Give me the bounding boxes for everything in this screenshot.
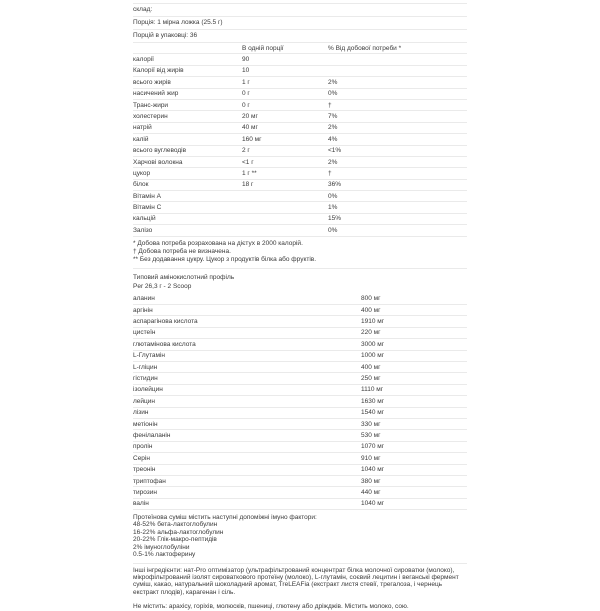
nutrition-dv: 0% xyxy=(328,192,338,200)
amino-row xyxy=(133,396,467,407)
amino-profile-subtitle: Per 26,3 г - 2 Scoop xyxy=(133,282,192,290)
nutrition-dv: 0% xyxy=(328,90,338,98)
amino-amount: 1000 мг xyxy=(361,352,385,360)
nutrition-row xyxy=(133,180,467,191)
nutrition-dv: † xyxy=(328,101,332,109)
blend-line: 20-22% Глік-макро-пептидів xyxy=(133,536,217,544)
amino-amount: 1910 мг xyxy=(361,318,385,326)
amino-row xyxy=(133,499,467,510)
nutrition-row xyxy=(133,191,467,202)
amino-amount: 3000 мг xyxy=(361,340,385,348)
nutrition-label: білок xyxy=(133,181,149,189)
nutrition-dv: 4% xyxy=(328,135,338,143)
blend-line: Протеїнова суміш містить наступні допоміжні імуно фактори: xyxy=(133,514,317,522)
serving-info-label: склад: xyxy=(133,6,153,14)
nutrition-label: Вітамін A xyxy=(133,192,161,200)
amino-label: глютамінова кислота xyxy=(133,340,196,348)
nutrition-row xyxy=(133,146,467,157)
nutrition-amount: 90 xyxy=(242,56,250,64)
nutrition-dv: 2% xyxy=(328,124,338,132)
footnote-line: ** Без додавання цукру. Цукор з продуктів білка або фруктів. xyxy=(133,255,317,263)
amino-row xyxy=(133,305,467,316)
nutrition-row xyxy=(133,100,467,111)
amino-amount: 1070 мг xyxy=(361,443,385,451)
nutrition-amount: <1 г xyxy=(242,158,254,166)
blend-line: 48-52% бета-лактоглобулин xyxy=(133,521,218,529)
amino-profile-title: Типовий амінокислотний профіль xyxy=(133,273,235,281)
nutrition-row xyxy=(133,123,467,134)
nutrition-amount: 20 мг xyxy=(242,112,258,120)
amino-label: треонін xyxy=(133,466,156,474)
amino-amount: 440 мг xyxy=(361,488,381,496)
nutrition-label: натрій xyxy=(133,124,152,132)
nutrition-dv: 7% xyxy=(328,112,338,120)
nutrition-label: калорії xyxy=(133,56,154,64)
amino-amount: 220 мг xyxy=(361,329,381,337)
amino-amount: 400 мг xyxy=(361,306,381,314)
daily-value-header: % Від добової потреби * xyxy=(328,44,402,52)
amino-row xyxy=(133,362,467,373)
amino-row xyxy=(133,294,467,305)
amino-amount: 1540 мг xyxy=(361,409,385,417)
nutrition-amount: 160 мг xyxy=(242,135,262,143)
amino-label: Серін xyxy=(133,454,150,462)
nutrition-dv: 36% xyxy=(328,181,342,189)
amino-amount: 380 мг xyxy=(361,477,381,485)
nutrition-label: калій xyxy=(133,135,149,143)
serving-info-row xyxy=(133,17,467,30)
serving-info-row xyxy=(133,4,467,17)
amount-per-serving-header: В одній порції xyxy=(242,44,284,52)
nutrition-row xyxy=(133,202,467,213)
amino-amount: 250 мг xyxy=(361,375,381,382)
nutrition-label: Вітамін C xyxy=(133,204,162,212)
amino-row xyxy=(133,373,467,384)
amino-row xyxy=(133,430,467,441)
nutrition-row xyxy=(133,89,467,100)
amino-row xyxy=(133,465,467,476)
amino-label: метіонін xyxy=(133,420,158,428)
nutrition-row xyxy=(133,111,467,122)
nutrition-dv: 0% xyxy=(328,226,338,234)
serving-info-label: Порція: 1 мірна ложка (25.5 г) xyxy=(133,19,223,27)
amino-label: фенілаланін xyxy=(133,431,171,439)
nutrition-label: холестерин xyxy=(133,112,168,120)
blend-line: 2% імуноглобуліни xyxy=(133,543,190,551)
serving-info-label: Порцій в упаковці: 36 xyxy=(133,32,198,40)
nutrition-label: кальцій xyxy=(133,215,156,223)
protein-blend-section xyxy=(133,510,467,563)
supplement-facts-panel xyxy=(133,0,467,611)
nutrition-row xyxy=(133,157,467,168)
nutrition-amount: 10 xyxy=(242,67,250,75)
amino-amount: 800 мг xyxy=(361,295,381,303)
amino-label: аспарагінова кислота xyxy=(133,318,198,326)
nutrition-label: насичений жир xyxy=(133,90,179,98)
nutrition-dv: 1% xyxy=(328,204,338,212)
blend-line: 16-22% альфа-лактоглобулин xyxy=(133,528,224,536)
nutrition-label: Транс-жири xyxy=(133,101,169,109)
amino-label: валін xyxy=(133,500,149,508)
amino-amount: 530 мг xyxy=(361,431,381,439)
amino-row xyxy=(133,476,467,487)
nutrition-dv: 2% xyxy=(328,158,338,166)
other-ingredients-text: Інші інгредієнти: нат-Pro оптимізатор (ультрафільтрований концентрат білка молочної сироватки (молоко), мікрофільтрований ізолят сироваткового протеїну (молоко), L-глутамін, соєвий лецитин і веганські фермент суміш, какао, натуральний шоколадний аромат, TreLEAFia (екстракт листя стевії, трегалоза, і чернець екстракт плодів), карагенан і сіль. xyxy=(133,566,459,596)
amino-row xyxy=(133,419,467,430)
nutrition-row xyxy=(133,66,467,77)
amino-row xyxy=(133,453,467,464)
amino-label: L-гліцин xyxy=(133,363,158,371)
nutrition-row xyxy=(133,168,467,179)
nutrition-label: всього жирів xyxy=(133,78,171,86)
amino-amount: 910 мг xyxy=(361,454,381,462)
nutrition-amount: 40 мг xyxy=(242,124,258,132)
nutrition-row xyxy=(133,77,467,88)
facts-header-row xyxy=(133,43,467,54)
nutrition-amount: 1 г xyxy=(242,78,250,86)
nutrition-label: Залізо xyxy=(133,226,153,234)
amino-label: гістидин xyxy=(133,375,158,382)
amino-row xyxy=(133,316,467,327)
amino-label: аланин xyxy=(133,295,155,303)
amino-amount: 330 мг xyxy=(361,420,381,428)
amino-label: L-Глутамін xyxy=(133,352,165,360)
blend-line: 0.5-1% лактоферину xyxy=(133,551,196,559)
footnote-line: † Добова потреба не визначена. xyxy=(133,247,231,255)
amino-row xyxy=(133,385,467,396)
nutrition-dv: † xyxy=(328,169,332,177)
nutrition-amount: 1 г ** xyxy=(242,169,257,177)
amino-row xyxy=(133,487,467,498)
nutrition-dv: 15% xyxy=(328,215,342,223)
amino-label: триптофан xyxy=(133,477,166,485)
footnotes xyxy=(133,237,467,269)
amino-row xyxy=(133,328,467,339)
amino-label: лейцин xyxy=(133,397,155,405)
amino-amount: 1630 мг xyxy=(361,397,385,405)
amino-row xyxy=(133,351,467,362)
amino-acid-table xyxy=(133,294,467,510)
nutrition-label: Калорії від жирів xyxy=(133,67,184,75)
nutrition-label: цукор xyxy=(133,169,151,177)
allergen-info-text: Не містить: арахісу, горіхів, молюсків, пшениці, глютену або дріжджів. Містить молоко, сою. xyxy=(133,603,409,611)
amino-label: лізин xyxy=(133,409,149,417)
nutrition-row xyxy=(133,214,467,225)
nutrition-amount: 18 г xyxy=(242,181,254,189)
amino-amount: 1040 мг xyxy=(361,500,385,508)
nutrition-row xyxy=(133,225,467,236)
nutrition-amount: 0 г xyxy=(242,90,250,98)
amino-row xyxy=(133,408,467,419)
amino-row xyxy=(133,442,467,453)
nutrition-row xyxy=(133,54,467,65)
nutrition-dv: <1% xyxy=(328,147,342,155)
nutrition-amount: 2 г xyxy=(242,147,250,155)
amino-amount: 1110 мг xyxy=(361,386,384,394)
footnote-line: * Добова потреба розрахована на дієтух в 2000 калорій. xyxy=(133,239,303,247)
nutrition-table xyxy=(133,54,467,236)
nutrition-label: всього вуглеводів xyxy=(133,147,187,155)
amino-amount: 400 мг xyxy=(361,363,381,371)
nutrition-row xyxy=(133,134,467,145)
amino-label: аргінін xyxy=(133,306,153,314)
amino-label: пролін xyxy=(133,443,153,451)
serving-info-section xyxy=(133,4,467,43)
amino-profile-header xyxy=(133,269,467,294)
nutrition-amount: 0 г xyxy=(242,101,250,109)
amino-amount: 1040 мг xyxy=(361,466,385,474)
amino-row xyxy=(133,339,467,350)
nutrition-label: Харчові волокна xyxy=(133,158,183,166)
serving-info-row xyxy=(133,30,467,43)
amino-label: цистеїн xyxy=(133,329,156,337)
amino-label: тирозин xyxy=(133,488,157,496)
amino-label: ізолейцин xyxy=(133,386,163,394)
nutrition-dv: 2% xyxy=(328,78,338,86)
